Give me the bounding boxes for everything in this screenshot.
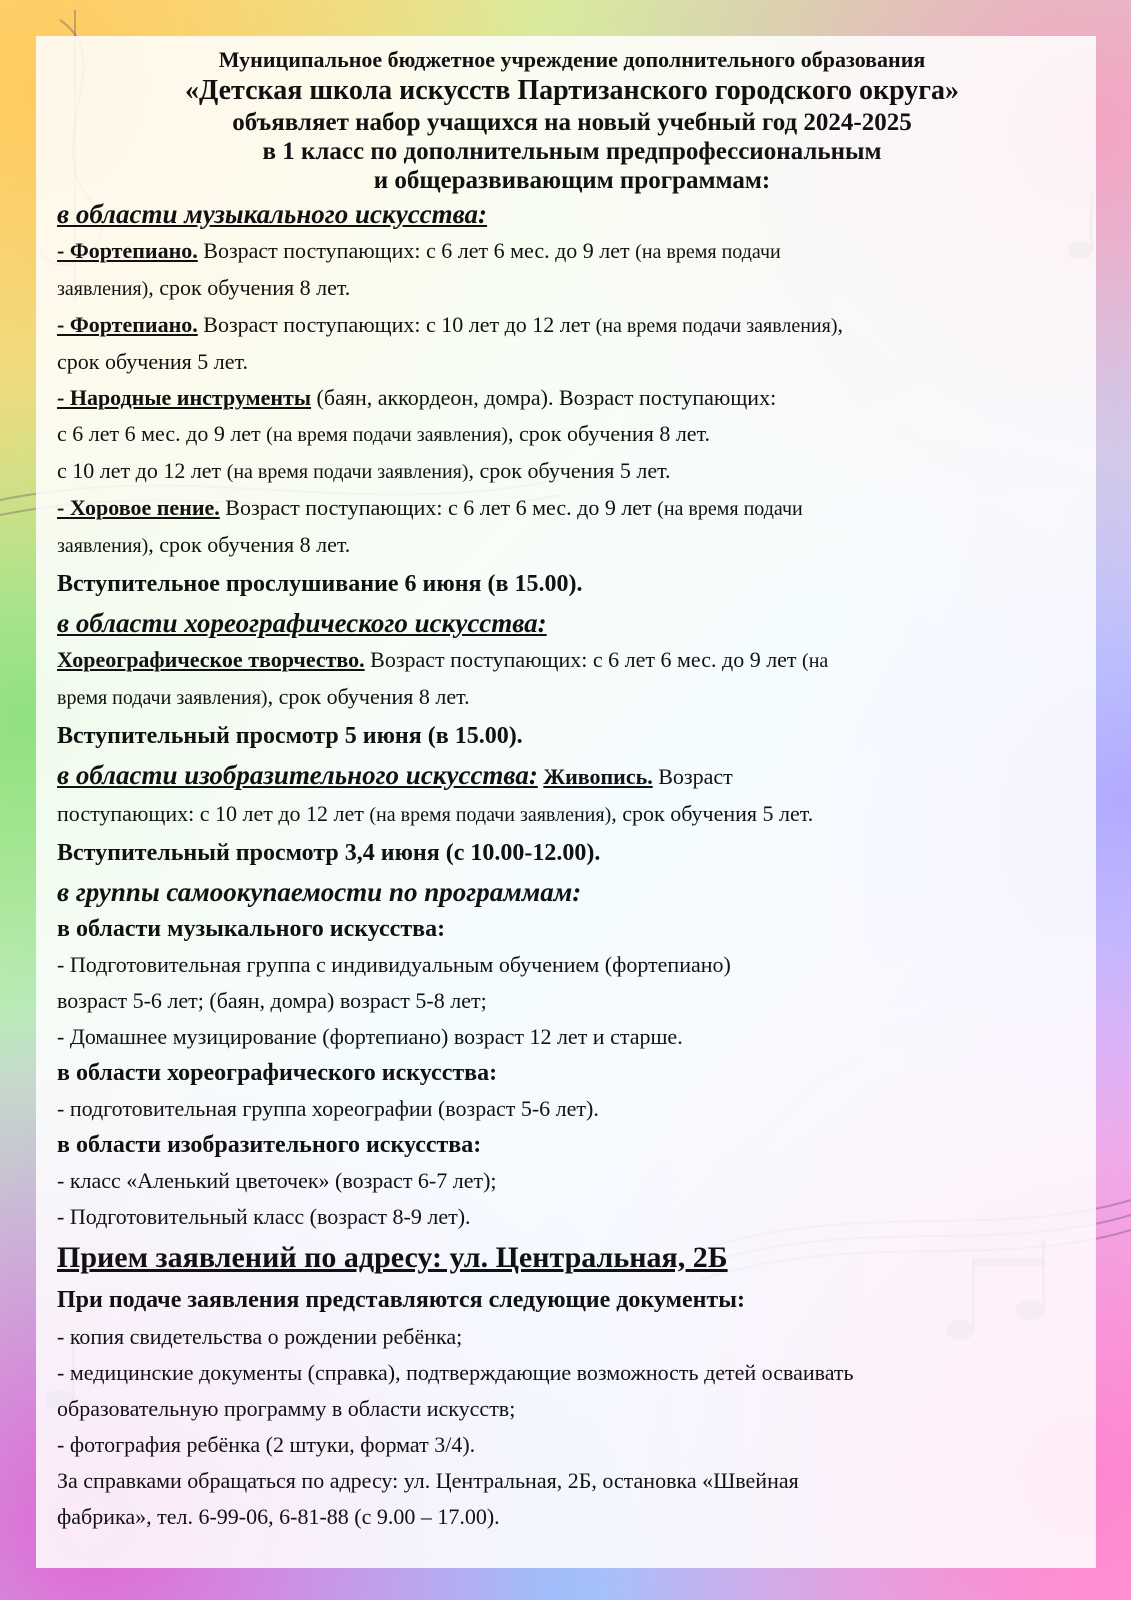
list-item: возраст 5-6 лет; (баян, домра) возраст 5-8 лет;	[57, 988, 487, 1013]
piano-5-years: - Фортепиано. Возраст поступающих: с 10 лет до 12 лет (на время подачи заявления),	[57, 312, 843, 337]
announcement-programs: и общеразвивающим программам:	[373, 167, 771, 194]
section-dance-title: в области хореографического искусства:	[57, 608, 547, 638]
list-item: - класс «Аленький цветочек» (возраст 6-7 лет);	[57, 1168, 497, 1193]
contact-info: фабрика», тел. 6-99-06, 6-81-88 (с 9.00 – 17.00).	[57, 1504, 500, 1529]
list-item: - подготовительная группа хореографии (возраст 5-6 лет).	[57, 1096, 599, 1121]
announcement: Муниципальное бюджетное учреждение дополнительного образования «Детская школа искусств Партизанского городского округа» объявляет набор учащихся на новый учебный год 2024-2025 в 1 класс по дополнительным предпрофессиональным и общеразвивающим программам: в области музыкального искусства: - Фортепиано. Возраст поступающих: с 6 лет 6 мес. до 9 лет (на время подачи заявления), срок обучения 8 лет. - Фортепиано. Возраст поступающих: с 10 лет до 12 лет (на время подачи заявления), срок обучения 5 лет. - Народные инструменты (баян, аккордеон, домра). Возраст поступающих: с 6 лет 6 мес. до 9 лет (на время подачи заявления), срок обучения 8 лет. с 10 лет до 12 лет (на время подачи заявления), срок обучения 5 лет. - Хоровое пение. Возраст поступающих: с 6 лет 6 мес. до 9 лет (на время подачи заявления), срок обучения 8 лет. Вступительное прослушивание 6 июня (в 15.00). в области хореографического искусства: Хореографическое творчество. Возраст поступающих: с 6 лет 6 мес. до 9 лет (на время подачи заявления), срок обучения 8 лет. Вступительный просмотр 5 июня (в 15.00). в области изобразительного искусства: Живопись. Возраст поступающих: с 10 лет до 12 лет (на время подачи заявления), срок обучения 5 лет. Вступительный просмотр 3,4 июня (с 10.00-12.00). в группы самоокупаемости по программам: в области музыкального искусства: - Подготовительная группа с индивидуальным обучением (фортепиано) возраст 5-6 лет; (баян, домра) возраст 5-8 лет; - Домашнее музицирование (фортепиано) возраст 12 лет и старше. в области хореографического искусства: - подготовительная группа хореографии (возраст 5-6 лет). в области изобразительного искусства: - класс «Аленький цветочек» (возраст 6-7 лет); - Подготовительный класс (возраст 8-9 лет). Прием заявлений по адресу: ул. Центральная, 2Б При подаче заявления представляются следующие документы: - копия свидетельства о рождении ребёнка; - медицинские документы (справка), подтверждающие возможность детей осваивать образовательную программу в области искусств; - фотография ребёнка (2 штуки, формат 3/4). За справками обращаться по адресу: ул. Центральная, 2Б, остановка «Швейная фабрика», тел. 6-99-06, 6-81-88 (с 9.00 – 17.00).	[57, 46, 1087, 1535]
document-item: - фотография ребёнка (2 штуки, формат 3/4).	[57, 1432, 476, 1457]
folk-instruments: - Народные инструменты (баян, аккордеон, домра). Возраст поступающих:	[57, 385, 777, 410]
piano-8-years: - Фортепиано. Возраст поступающих: с 6 лет 6 мес. до 9 лет (на время подачи	[57, 238, 781, 263]
announcement-class: в 1 класс по дополнительным предпрофессиональным	[262, 138, 882, 165]
institution-type: Муниципальное бюджетное учреждение дополнительного образования	[218, 47, 926, 72]
list-item: - Подготовительная группа с индивидуальным обучением (фортепиано)	[57, 952, 731, 977]
document-item: - копия свидетельства о рождении ребёнка;	[57, 1324, 463, 1349]
section-art-title: в области изобразительного искусства:	[57, 760, 538, 790]
paid-music-title: в области музыкального искусства:	[57, 916, 446, 942]
list-item: - Домашнее музицирование (фортепиано) возраст 12 лет и старше.	[57, 1024, 683, 1049]
contact-info: За справками обращаться по адресу: ул. Центральная, 2Б, остановка «Швейная	[57, 1468, 799, 1493]
art-exam-date: Вступительный просмотр 3,4 июня (с 10.00-12.00).	[57, 840, 601, 866]
announcement-subtitle: объявляет набор учащихся на новый учебный год 2024-2025	[232, 109, 912, 136]
document-item: - медицинские документы (справка), подтверждающие возможность детей осваивать	[57, 1360, 854, 1385]
admission-address: Прием заявлений по адресу: ул. Центральная, 2Б	[57, 1241, 728, 1274]
document-item: образовательную программу в области искусств;	[57, 1396, 516, 1421]
dance-program: Хореографическое творчество. Возраст поступающих: с 6 лет 6 мес. до 9 лет (на	[57, 647, 829, 672]
list-item: - Подготовительный класс (возраст 8-9 лет).	[57, 1204, 471, 1229]
choir-singing: - Хоровое пение. Возраст поступающих: с 6 лет 6 мес. до 9 лет (на время подачи	[57, 495, 803, 520]
paid-art-title: в области изобразительного искусства:	[57, 1132, 482, 1158]
school-name: «Детская школа искусств Партизанского городского округа»	[185, 75, 959, 106]
documents-title: При подаче заявления представляются следующие документы:	[57, 1287, 745, 1313]
art-program: в области изобразительного искусства: Живопись. Возраст	[57, 760, 733, 790]
dance-exam-date: Вступительный просмотр 5 июня (в 15.00).	[57, 723, 523, 749]
section-music-title: в области музыкального искусства:	[57, 199, 488, 229]
paid-dance-title: в области хореографического искусства:	[57, 1060, 498, 1086]
music-audition-date: Вступительное прослушивание 6 июня (в 15.00).	[57, 571, 583, 597]
section-paid-title: в группы самоокупаемости по программам:	[57, 877, 582, 907]
